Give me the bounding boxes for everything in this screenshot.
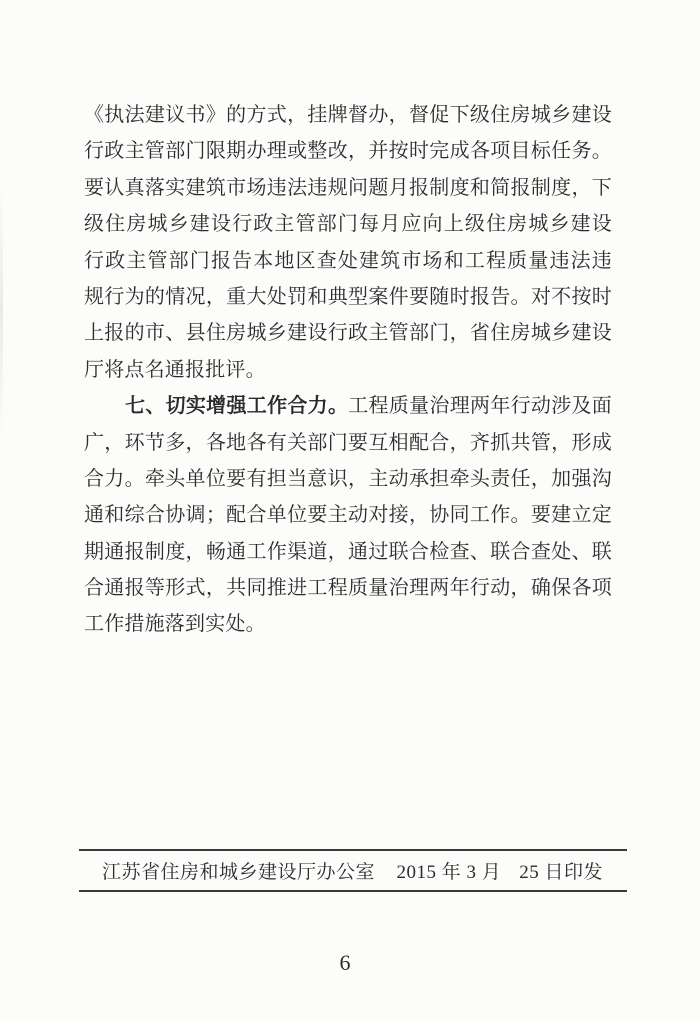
body-line: 期通报制度，畅通工作渠道，通过联合检查、联合查处、联 [84, 540, 612, 563]
body-line: 级住房城乡建设行政主管部门每月应向上级住房城乡建设 [84, 213, 612, 236]
print-date-month: 2015 年 3 月 [396, 862, 502, 883]
body-line: 通和综合协调；配合单位要主动对接，协同工作。要建立定 [84, 504, 612, 527]
body-line: 行政主管部门报告本地区查处建筑市场和工程质量违法违 [84, 249, 612, 272]
print-date [396, 857, 603, 884]
body-line: 规行为的情况，重大处罚和典型案件要随时报告。对不按时 [84, 285, 612, 308]
document-body [84, 97, 612, 643]
body-line: 行政主管部门限期办理或整改，并按时完成各项目标任务。 [84, 140, 612, 163]
body-line: 《执法建议书》的方式，挂牌督办，督促下级住房城乡建设 [84, 104, 612, 126]
page-number: 6 [339, 950, 351, 975]
body-line: 合通报等形式，共同推进工程质量治理两年行动，确保各项 [84, 577, 612, 600]
scan-artifact [0, 180, 3, 440]
section-heading: 七、切实增强工作合力。 [125, 395, 349, 418]
issuing-office: 江苏省住房和城乡建设厅办公室 [102, 862, 376, 883]
body-line [84, 388, 612, 424]
section-heading-continuation: 工程质量治理两年行动涉及面 [348, 395, 612, 418]
body-line: 厅将点名通报批评。 [84, 358, 266, 381]
body-line: 上报的市、县住房城乡建设行政主管部门，省住房城乡建设 [84, 322, 612, 345]
body-line: 广，环节多，各地各有关部门要互相配合，齐抓共管，形成 [84, 431, 612, 454]
body-line: 要认真落实建筑市场违法违规问题月报制度和简报制度，下 [84, 176, 612, 199]
body-line: 合力。牵头单位要有担当意识，主动承担牵头责任，加强沟 [84, 467, 612, 490]
colophon [79, 851, 627, 890]
colophon-rule-bottom [79, 890, 627, 892]
print-date-day: 25 日印发 [519, 862, 603, 883]
body-line: 工作措施落到实处。 [84, 613, 266, 636]
